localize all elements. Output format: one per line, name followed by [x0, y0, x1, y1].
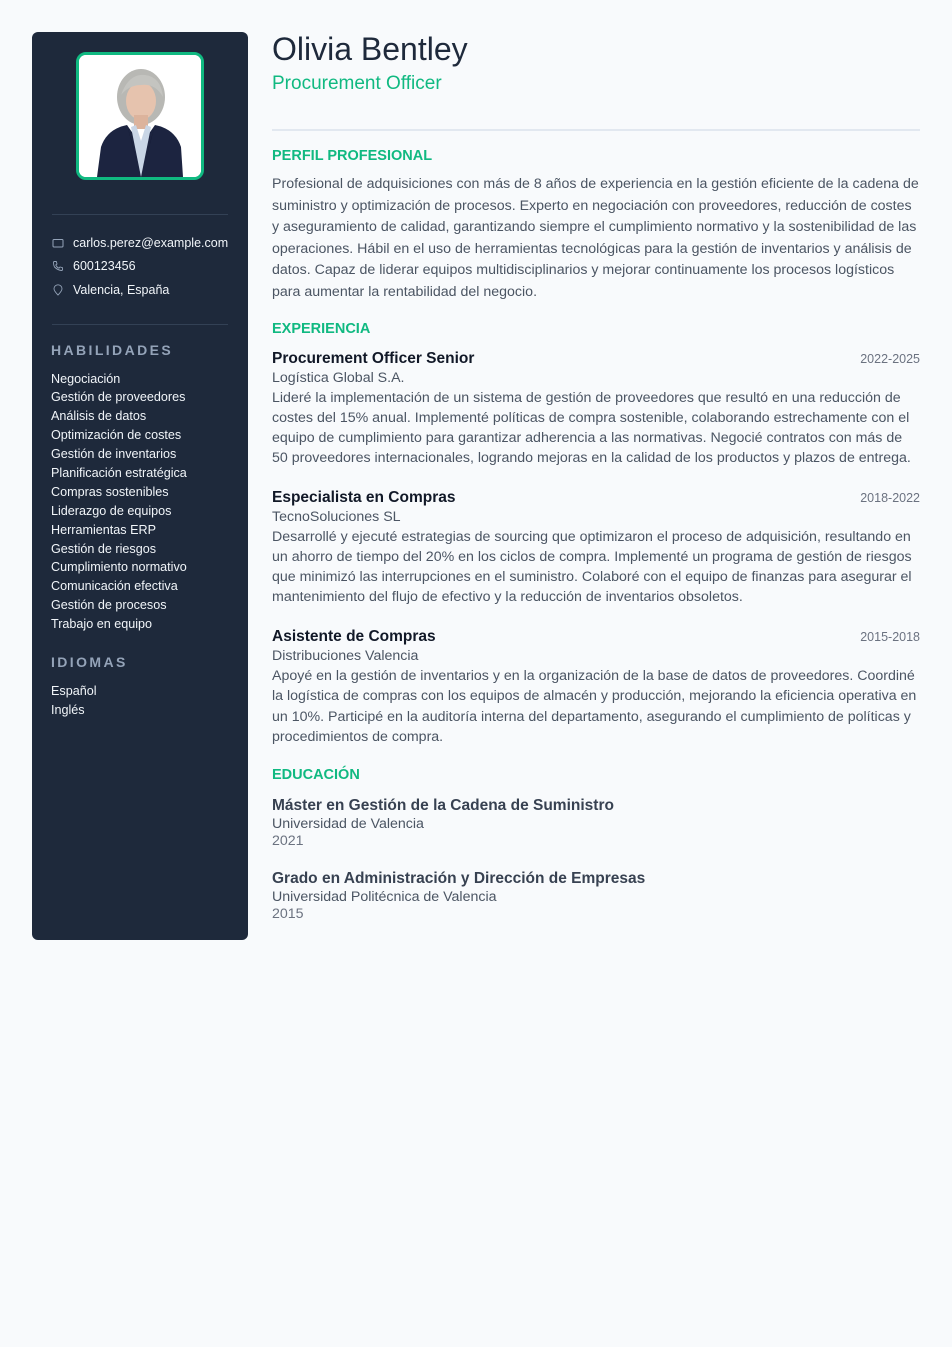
education-item	[272, 869, 920, 922]
profile-heading: PERFIL PROFESIONAL	[272, 148, 433, 164]
job-title: Especialista en Compras	[272, 488, 456, 506]
phone-icon	[52, 260, 64, 272]
contact-list	[51, 231, 229, 302]
phone-text: 600123456	[73, 259, 136, 274]
location-pin-icon	[52, 284, 64, 296]
contact-email[interactable]	[51, 231, 229, 255]
languages-list	[51, 682, 229, 720]
school-name: Universidad de Valencia	[272, 815, 424, 832]
location-text: Valencia, España	[73, 282, 170, 297]
language-item: Inglés	[51, 702, 85, 717]
skill-item: Gestión de procesos	[51, 598, 167, 613]
contact-phone[interactable]	[51, 255, 229, 279]
job-description: Desarrollé y ejecuté estrategias de sourcing que optimizaron el proceso de adquisición, resultando en un ahorro de tiempo del 20% en los ciclos de compra. Implementé un programa de gestión de riesgos que minimizó las interrupciones en el suministro. Colaboré con el equipo de finanzas para asegurar el mantenimiento del flujo de efectivo y la reducción de inventarios obsoletos.	[272, 528, 912, 606]
mail-icon	[52, 237, 64, 249]
profile-photo	[76, 52, 204, 180]
profile-section	[272, 147, 920, 304]
experience-item	[272, 488, 920, 607]
skill-item: Gestión de proveedores	[51, 390, 186, 405]
sidebar-divider	[52, 324, 228, 325]
skill-item: Trabajo en equipo	[51, 617, 153, 632]
education-item	[272, 796, 920, 849]
skill-item: Liderazgo de equipos	[51, 503, 172, 518]
email-text: carlos.perez@example.com	[73, 235, 229, 250]
skills-heading: HABILIDADES	[51, 341, 174, 358]
job-title: Asistente de Compras	[272, 628, 436, 646]
job-title: Procurement Officer Senior	[272, 349, 475, 367]
job-company: Logística Global S.A.	[272, 369, 405, 386]
candidate-name: Olivia Bentley	[272, 31, 468, 67]
resume-header	[272, 30, 920, 96]
job-description: Lideré la implementación de un sistema de gestión de proveedores que resultó en una reducción de costes del 15% anual. Implementé políticas de compra sostenible, colaborando estrechamente con el equipo de cumplimiento para garantizar adherencia a las normativas. Negocié contratos con más de 50 proveedores internacionales, logrando mejoras en la calidad de los productos y plazos de entrega.	[272, 389, 911, 466]
sidebar-divider	[52, 214, 228, 215]
degree-title: Grado en Administración y Dirección de Empresas	[272, 869, 646, 887]
job-dates: 2018-2022	[860, 490, 920, 505]
skill-item: Cumplimiento normativo	[51, 560, 187, 575]
job-company: TecnoSoluciones SL	[272, 508, 401, 525]
graduation-year: 2015	[272, 905, 304, 922]
job-description: Apoyé en la gestión de inventarios y en la organización de la base de datos de proveedores. Coordiné la logística de compras con los equipos de almacén y producción, mejorando la eficiencia operativa en un 10%. Participé en la auditoría interna del departamento, asegurando el cumplimiento de políticas y procedimientos de compra.	[272, 668, 917, 745]
education-heading: EDUCACIÓN	[272, 766, 360, 783]
job-dates: 2022-2025	[860, 351, 920, 366]
school-name: Universidad Politécnica de Valencia	[272, 888, 497, 905]
experience-item	[272, 349, 920, 468]
contact-location	[51, 278, 229, 302]
main-content	[272, 30, 920, 922]
languages-heading: IDIOMAS	[51, 653, 128, 670]
education-section	[272, 766, 920, 922]
language-item: Español	[51, 683, 97, 698]
degree-title: Máster en Gestión de la Cadena de Suministro	[272, 796, 614, 814]
skill-item: Planificación estratégica	[51, 465, 187, 480]
portrait-image	[79, 55, 201, 177]
job-company: Distribuciones Valencia	[272, 648, 419, 665]
candidate-role: Procurement Officer	[272, 73, 442, 94]
skill-item: Optimización de costes	[51, 428, 182, 443]
experience-heading: EXPERIENCIA	[272, 320, 371, 337]
header-divider	[272, 129, 920, 131]
skill-item: Compras sostenibles	[51, 484, 169, 499]
skill-item: Comunicación efectiva	[51, 579, 178, 594]
experience-section	[272, 320, 920, 747]
profile-text: Profesional de adquisiciones con más de 8 años de experiencia en la gestión eficiente de la cadena de suministro y optimización de procesos. Experto en negociación con proveedores, reducción de costes y aseguramiento de calidad, garantizando siempre el cumplimiento normativo y la sostenibilidad de las operaciones. Hábil en el uso de herramientas tecnológicas para la gestión de inventarios y análisis de datos. Capaz de liderar equipos multidisciplinarios y mejorar continuamente los procesos logísticos para aumentar la rentabilidad del negocio.	[272, 176, 919, 300]
skill-item: Gestión de inventarios	[51, 447, 177, 462]
experience-item	[272, 627, 920, 746]
sidebar	[32, 32, 248, 940]
skill-item: Análisis de datos	[51, 409, 147, 424]
graduation-year: 2021	[272, 832, 304, 849]
skill-item: Gestión de riesgos	[51, 541, 157, 556]
skill-item: Negociación	[51, 371, 121, 386]
job-dates: 2015-2018	[860, 630, 920, 645]
skills-list	[51, 370, 229, 634]
skill-item: Herramientas ERP	[51, 522, 156, 537]
